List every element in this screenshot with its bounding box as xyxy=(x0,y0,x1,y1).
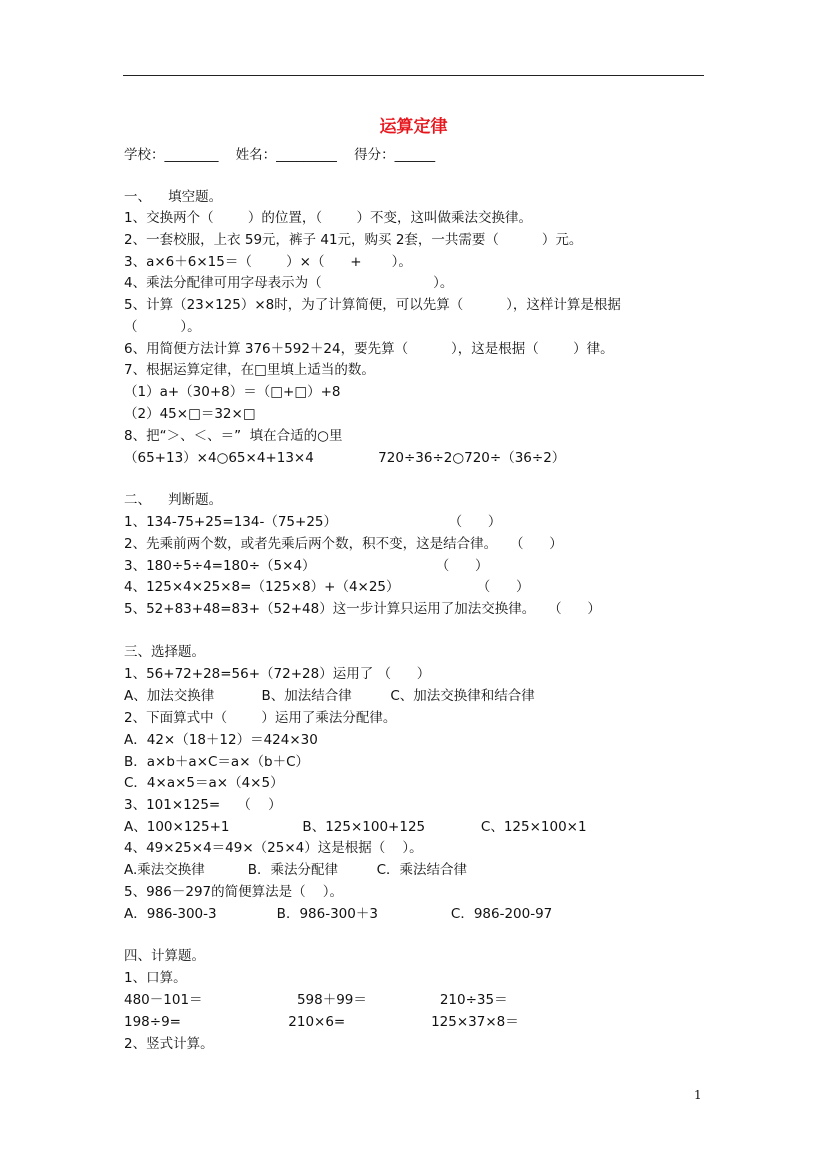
question-line: 198÷9= 210×6= 125×37×8＝ xyxy=(124,1014,519,1030)
question-line: 2、下面算式中（ ）运用了乘法分配律。 xyxy=(124,710,397,726)
question-line: 6、用简便方法计算 376＋592＋24，要先算（ ），这是根据（ ）律。 xyxy=(124,341,614,357)
question-line: 3、a×6＋6×15＝（ ）×（ + ）。 xyxy=(124,254,412,270)
question-line: 3、180÷5÷4=180÷（5×4） （ ） xyxy=(124,558,489,574)
question-line: C．4×a×5＝a×（4×5） xyxy=(124,775,284,791)
question-line: B．a×b＋a×C＝a×（b＋C） xyxy=(124,754,310,770)
question-line: A．42×（18＋12）＝424×30 xyxy=(124,732,318,748)
question-line: 4、49×25×4＝49×（25×4）这是根据（ ）。 xyxy=(124,840,423,856)
question-line: 1、56+72+28=56+（72+28）运用了 （ ） xyxy=(124,666,431,682)
question-line: 1、交换两个（ ）的位置，（ ）不变，这叫做乘法交换律。 xyxy=(124,210,532,226)
question-line: 1、口算。 xyxy=(124,970,187,986)
question-line: 5、986－297的简便算法是（ ）。 xyxy=(124,884,344,900)
question-line: 4、乘法分配律可用字母表示为（ ）。 xyxy=(124,275,454,291)
question-line: 4、125×4×25×8=（125×8）+（4×25） （ ） xyxy=(124,579,530,595)
question-line: A、100×125+1 B、125×100+125 C、125×100×1 xyxy=(124,819,587,835)
question-line: （1）a+（30+8）＝（□+□）+8 xyxy=(124,384,341,400)
question-line: 2、竖式计算。 xyxy=(124,1036,214,1052)
header-rule xyxy=(123,75,704,76)
question-line: A、加法交换律 B、加法结合律 C、加法交换律和结合律 xyxy=(124,688,535,704)
section-heading: 二、 判断题。 xyxy=(124,492,223,508)
question-line: A．986-300-3 B．986-300＋3 C．986-200-97 xyxy=(124,906,553,922)
question-line: 2、先乘前两个数，或者先乘后两个数，积不变，这是结合律。 （ ） xyxy=(124,536,563,552)
question-line: 7、根据运算定律，在□里填上适当的数。 xyxy=(124,362,375,378)
section-heading: 四、计算题。 xyxy=(124,948,205,964)
header-fields: 学校：________ 姓名：_________ 得分：______ xyxy=(124,147,436,163)
question-line: 8、把“＞、＜、＝” 填在合适的○里 xyxy=(124,428,343,444)
question-line: 480－101＝ 598＋99＝ 210÷35＝ xyxy=(124,992,508,1008)
question-line: 1、134-75+25=134-（75+25） （ ） xyxy=(124,514,502,530)
question-line: 2、一套校服，上衣 59元，裤子 41元，购买 2套，一共需要（ ）元。 xyxy=(124,232,583,248)
question-line: 3、101×125= （ ） xyxy=(124,797,282,813)
section-heading: 三、选择题。 xyxy=(124,644,205,660)
question-line: A.乘法交换律 B．乘法分配律 C．乘法结合律 xyxy=(124,862,468,878)
question-line: 5、计算（23×125）×8时，为了计算简便，可以先算（ ），这样计算是根据 xyxy=(124,297,621,313)
question-line: 5、52+83+48=83+（52+48）这一步计算只运用了加法交换律。 （ ） xyxy=(124,601,601,617)
page-title: 运算定律 xyxy=(379,117,448,137)
question-line: （2）45×□＝32×□ xyxy=(124,406,256,422)
question-line: （65+13）×4○65×4+13×4 720÷36÷2○720÷（36÷2） xyxy=(124,450,566,466)
section-heading: 一、 填空题。 xyxy=(124,189,223,205)
page-number: 1 xyxy=(694,1088,702,1102)
question-line: （ ）。 xyxy=(124,319,201,335)
